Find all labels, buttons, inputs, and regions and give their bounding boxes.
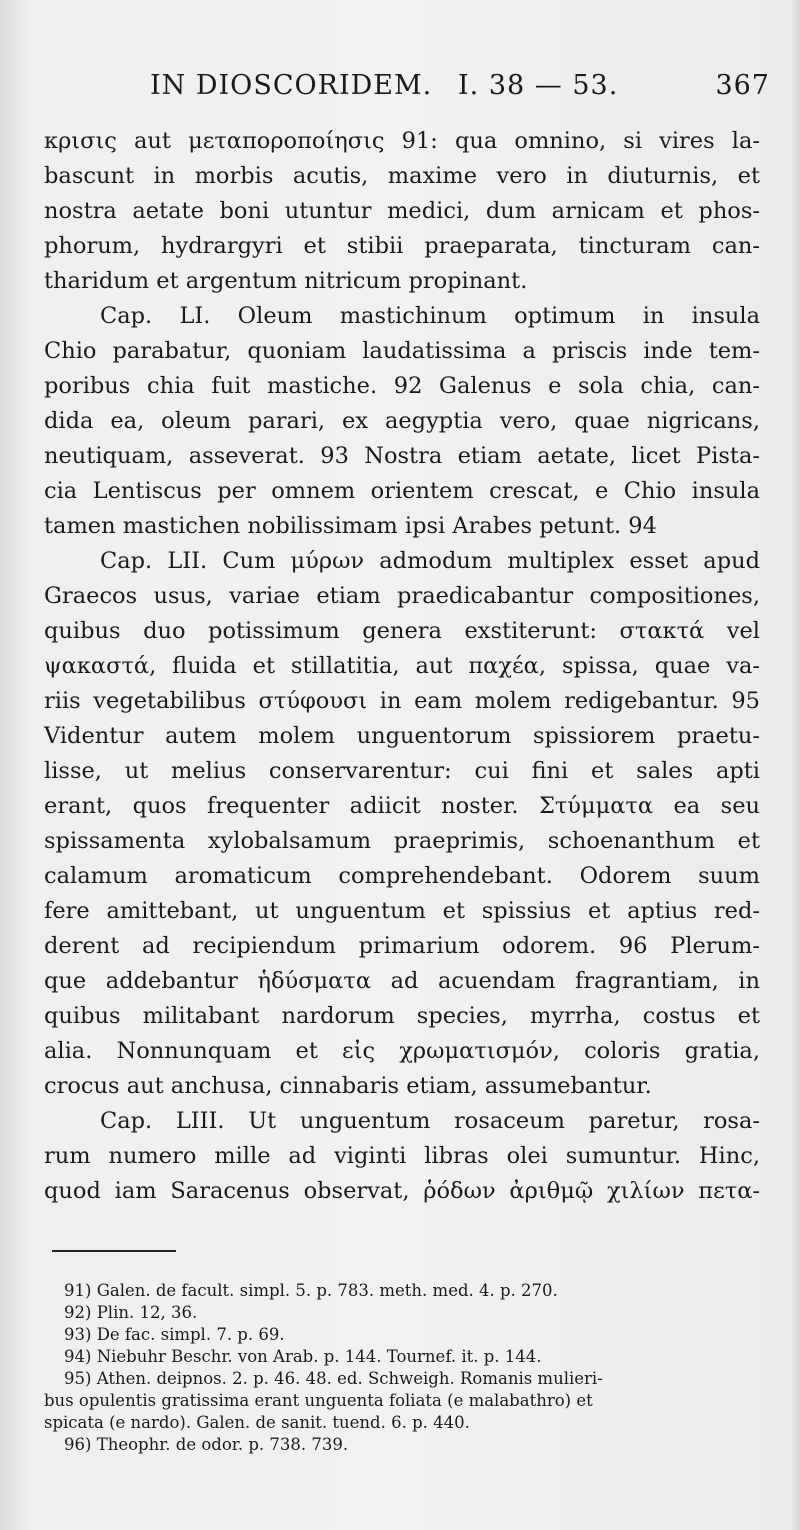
text-line: tamen mastichen nobilissimam ipsi Arabes petunt. 94 <box>44 513 657 539</box>
text-line: Cap. LII. Cum μύρων admodum multiplex esset apud <box>100 548 760 574</box>
footnote-text: spicata (e nardo). Galen. de sanit. tuend. 6. p. 440. <box>44 1413 470 1432</box>
text-line: spissamenta xylobalsamum praeprimis, schoenanthum et <box>44 828 760 854</box>
text-line: alia. Nonnunquam et εἰς χρωματισμόν, coloris gratia, <box>44 1038 760 1064</box>
text-line: nostra aetate boni utuntur medici, dum arnicam et phos- <box>44 198 760 224</box>
footnote-continuation <box>44 1390 760 1412</box>
footnote <box>44 1302 760 1324</box>
text-line: κρισις aut μεταποροποίησις 91: qua omnino, si vires la- <box>44 128 760 154</box>
footnote-text: De fac. simpl. 7. p. 69. <box>96 1325 285 1344</box>
footnote-number: 91) <box>64 1281 92 1300</box>
text-line: Videntur autem molem unguentorum spissiorem praetu- <box>44 723 760 749</box>
text-line: riis vegetabilibus στύφουσι in eam molem redigebantur. 95 <box>44 688 760 714</box>
footnote-number: 95) <box>64 1369 92 1388</box>
footnote <box>44 1368 760 1390</box>
footnote-text: Theophr. de odor. p. 738. 739. <box>96 1435 349 1454</box>
footnote-number: 96) <box>64 1435 92 1454</box>
footnote-text: bus opulentis gratissima erant unguenta foliata (e malabathro) et <box>44 1391 593 1410</box>
text-line: calamum aromaticum comprehendebant. Odorem suum <box>44 863 760 889</box>
footnote <box>44 1324 760 1346</box>
footnotes <box>44 1280 760 1456</box>
text-line: quibus militabant nardorum species, myrrha, costus et <box>44 1003 760 1029</box>
running-header <box>150 70 770 110</box>
text-line: ψακαστά, fluida et stillatitia, aut παχέα, spissa, quae va- <box>44 653 760 679</box>
text-line: cia Lentiscus per omnem orientem crescat, e Chio insula <box>44 478 760 504</box>
header-title: IN DIOSCORIDEM. <box>150 70 433 101</box>
text-line: que addebantur ἡδύσματα ad acuendam fragrantiam, in <box>44 968 760 994</box>
text-line: bascunt in morbis acutis, maxime vero in diuturnis, et <box>44 163 760 189</box>
text-line: quod iam Saracenus observat, ῥόδων ἀριθμῷ χιλίων πετα- <box>44 1178 760 1204</box>
text-line: crocus aut anchusa, cinnabaris etiam, assumebantur. <box>44 1073 652 1099</box>
footnote-continuation <box>44 1412 760 1434</box>
footnote-text: Niebuhr Beschr. von Arab. p. 144. Tournef. it. p. 144. <box>96 1347 542 1366</box>
main-text <box>44 124 760 1209</box>
text-line: Cap. LIII. Ut unguentum rosaceum paretur, rosa- <box>100 1108 760 1134</box>
footnote-separator <box>52 1250 176 1252</box>
header-section: I. 38 — 53. <box>458 70 619 101</box>
text-line: fere amittebant, ut unguentum et spissius et aptius red- <box>44 898 760 924</box>
footnote-text: Galen. de facult. simpl. 5. p. 783. meth. med. 4. p. 270. <box>96 1281 558 1300</box>
footnote <box>44 1346 760 1368</box>
footnote-text: Athen. deipnos. 2. p. 46. 48. ed. Schweigh. Romanis mulieri- <box>96 1369 603 1388</box>
text-line: neutiquam, asseverat. 93 Nostra etiam aetate, licet Pista- <box>44 443 760 469</box>
footnote <box>44 1434 760 1456</box>
text-line: quibus duo potissimum genera exstiterunt: στακτά vel <box>44 618 760 644</box>
footnote-number: 93) <box>64 1325 92 1344</box>
text-line: tharidum et argentum nitricum propinant. <box>44 268 528 294</box>
text-line: lisse, ut melius conservarentur: cui fini et sales apti <box>44 758 760 784</box>
footnote-number: 94) <box>64 1347 92 1366</box>
text-line: Graecos usus, variae etiam praedicabantur compositiones, <box>44 583 760 609</box>
text-line: erant, quos frequenter adiicit noster. Στύμματα ea seu <box>44 793 760 819</box>
footnote <box>44 1280 760 1302</box>
footnote-number: 92) <box>64 1303 92 1322</box>
text-line: Cap. LI. Oleum mastichinum optimum in insula <box>100 303 760 329</box>
text-line: phorum, hydrargyri et stibii praeparata, tincturam can- <box>44 233 760 259</box>
text-line: Chio parabatur, quoniam laudatissima a priscis inde tem- <box>44 338 760 364</box>
text-line: poribus chia fuit mastiche. 92 Galenus e sola chia, can- <box>44 373 760 399</box>
text-line: dida ea, oleum parari, ex aegyptia vero, quae nigricans, <box>44 408 760 434</box>
text-line: derent ad recipiendum primarium odorem. 96 Plerum- <box>44 933 760 959</box>
page-number: 367 <box>715 70 770 101</box>
text-line: rum numero mille ad viginti libras olei sumuntur. Hinc, <box>44 1143 760 1169</box>
footnote-text: Plin. 12, 36. <box>96 1303 198 1322</box>
